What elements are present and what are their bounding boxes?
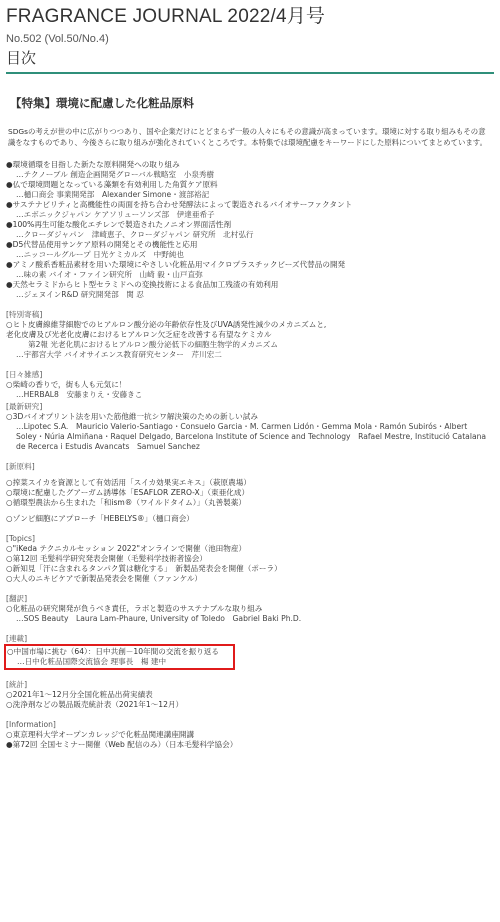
article-title[interactable]: ●サステナビリティと高機能性の両面を持ち合わせ発酵法によって製造されるバイオサーファクタント: [6, 200, 353, 209]
article-item[interactable]: [6, 160, 496, 180]
section-label: [統計]: [6, 680, 28, 689]
section-special: [6, 310, 496, 360]
article-author: …テクノーブル 創造企画開発グローバル戦略室 小泉秀樹: [16, 170, 215, 179]
section-label: [Information]: [6, 720, 56, 729]
article-title[interactable]: ○新知見「汗に含まれるタンパク質は糖化する」 新製品発表会を開催（ポーラ）: [6, 564, 282, 573]
section-information: [6, 720, 496, 750]
page-header: [6, 6, 494, 74]
header-divider: [6, 72, 494, 74]
article-item[interactable]: [6, 260, 496, 280]
magazine-title: FRAGRANCE JOURNAL 2022/4月号: [6, 6, 326, 27]
article-title[interactable]: ○3Dバイオプリント法を用いた筋他維一抗シワ解決策のための新しい試み: [6, 412, 258, 421]
article-title[interactable]: ○化粧品の研究開発が負うべき責任，ラボと製造のサステナブルな取り組み: [6, 604, 263, 613]
article-author: …SOS Beauty Laura Lam-Phaure, University of Toledo Gabriel Baki Ph.D.: [16, 614, 302, 623]
section-materials: [6, 462, 496, 524]
article-title[interactable]: ○大人のニキビケアで新製品発表会を開催（ファンケル）: [6, 574, 203, 583]
section-research: [6, 402, 496, 452]
article-title[interactable]: ○第12回 毛髪科学研究発表会開催（毛髪科学技術者協会）: [6, 554, 207, 563]
article-title[interactable]: ●環境循環を目指した新たな原料開発への取り組み: [6, 160, 180, 169]
article-title[interactable]: ○環境に配慮したグアーガム誘導体「ESAFLOR ZERO-X」（東亜化成）: [6, 488, 250, 497]
section-label: [日々雑感]: [6, 370, 43, 379]
section-translation: [6, 594, 496, 624]
section-diary: [6, 370, 496, 400]
article-subtitle: 第2報 光老化肌におけるヒアルロン酸分泌低下の細胞生物学的メカニズム: [28, 340, 278, 349]
article-item[interactable]: [6, 240, 496, 260]
article-title[interactable]: ○"iKeda テクニカルセッション 2022"オンラインで開催（池田物産）: [6, 544, 247, 553]
feature-articles: [6, 160, 496, 300]
article-title-cont[interactable]: 老化皮膚及び光老化皮膚におけるヒアルロン欠乏症を改善する有望なケミカル: [6, 330, 272, 339]
article-author: …エボニックジャパン ケアソリューソンズ部 伊達亜希子: [16, 210, 215, 219]
article-author: …Lipotec S.A. Mauricio Valerio-Santiago・Consuelo Garcia・M. Carmen Lidón・Gemma Mola・Ramón Subirós・Albert Soley・Núria Almiñana・Raquel Delgado, Barcelona Institute of Science and Technology Rafael Mestre, Institució Catalana de Recerca i Estudis Avancats Samuel Sanchez: [16, 422, 487, 451]
article-author: …宇都宮大学 バイオサイエンス教育研究センター 芹川宏二: [16, 350, 222, 359]
section-label: [特別寄稿]: [6, 310, 43, 319]
article-title[interactable]: ●アミノ酸系香粧品素材を用いた環境にやさしい化粧品用マイクロプラスチックビーズ代替品の開発: [6, 260, 346, 269]
issue-number: No.502 (Vol.50/No.4): [6, 33, 109, 45]
article-title[interactable]: ●D5代替品使用サンケア原料の開発とその機能性と応用: [6, 240, 198, 249]
toc-heading: 目次: [6, 49, 37, 67]
article-author: …クローダジャパン 津崎恵子、クローダジャパン 研究所 北村弘行: [16, 230, 254, 239]
section-topics: [6, 534, 496, 584]
article-item[interactable]: [6, 200, 496, 220]
article-author: …ニッコールグループ 日光ケミカルズ 中野純也: [16, 250, 185, 259]
toc-content: [6, 160, 496, 750]
article-title[interactable]: ○ゾンビ細胞にアプローチ「HEBELYS®」（樋口商会）: [6, 514, 194, 523]
section-label: [翻訳]: [6, 594, 28, 603]
article-author: …HERBAL8 安藤まりえ・安藤きこ: [16, 390, 143, 399]
article-title[interactable]: ○2021年1～12月分全国化粧品出荷実績表: [6, 690, 153, 699]
section-label: [連載]: [6, 634, 28, 643]
section-label: [新原料]: [6, 462, 35, 471]
article-title[interactable]: ○ヒト皮膚線維芽細胞でのヒアルロン酸分泌の年齢依存性及びUVA誘発性減少のメカニズムと,: [6, 320, 327, 329]
article-title[interactable]: ○循環型農法から生まれた「和ism®（ワイルドタイム）」（丸善製薬）: [6, 498, 246, 507]
article-title[interactable]: ○中国市場に挑む（64）：日中共創－10年間の交流を振り返る: [7, 647, 219, 656]
article-title[interactable]: ○洗浄剤などの製品販売統計表（2021年1～12月）: [6, 700, 184, 709]
feature-title: 【特集】環境に配慮した化粧品原料: [10, 96, 194, 110]
article-item[interactable]: [6, 180, 496, 200]
feature-heading: [10, 96, 490, 110]
highlighted-article[interactable]: [4, 644, 235, 670]
article-author: …味の素 バイオ・ファイン研究所 山崎 毅・山戸直弥: [16, 270, 203, 279]
article-title[interactable]: ○搾菜スイカを資源として有効活用「スイカ効果実エキス」（萩原農場）: [6, 478, 251, 487]
article-item[interactable]: [6, 220, 496, 240]
article-author: …ジェヌインR&D 研究開発部 関 忍: [16, 290, 144, 299]
section-stats: [6, 680, 496, 710]
article-author: …樋口商会 事業開発部 Alexander Simone・渡部裕記: [16, 190, 210, 199]
article-author: …日中化粧品国際交流協会 理事長 楊 建中: [17, 657, 167, 666]
article-title[interactable]: ○東京理科大学オープンカレッジで化粧品関連講座開講: [6, 730, 195, 739]
article-title[interactable]: ●天然セラミドからヒト型セラミドへの変換技術による食品加工残渣の有効利用: [6, 280, 279, 289]
article-title[interactable]: ●100%再生可能な酸化エチレンで製造されたノニオン界面活性剤: [6, 220, 232, 229]
article-title[interactable]: ●第72回 全国セミナー開催（Web 配信のみ）（日本毛髪科学協会）: [6, 740, 238, 749]
article-title[interactable]: ●仏で環境問題となっている藻類を有効利用した角質ケア原料: [6, 180, 218, 189]
feature-intro: SDGsの考えが世の中に広がりつつあり、国や企業だけにとどまらず一般の人々にもその意識が高まっています。環境に対する取り組みもその意識をなすものであり、今後さらに取り組みが強化されていくところです。本特集では環境配慮をキーワードにした原料についてまとめています。: [8, 127, 487, 147]
article-item[interactable]: [6, 280, 496, 300]
article-title[interactable]: ○柴崎の香りで，街も人も元気に！: [6, 380, 127, 389]
section-label: [Topics]: [6, 534, 35, 543]
section-label: [最新研究]: [6, 402, 43, 411]
section-serial: [6, 634, 496, 670]
